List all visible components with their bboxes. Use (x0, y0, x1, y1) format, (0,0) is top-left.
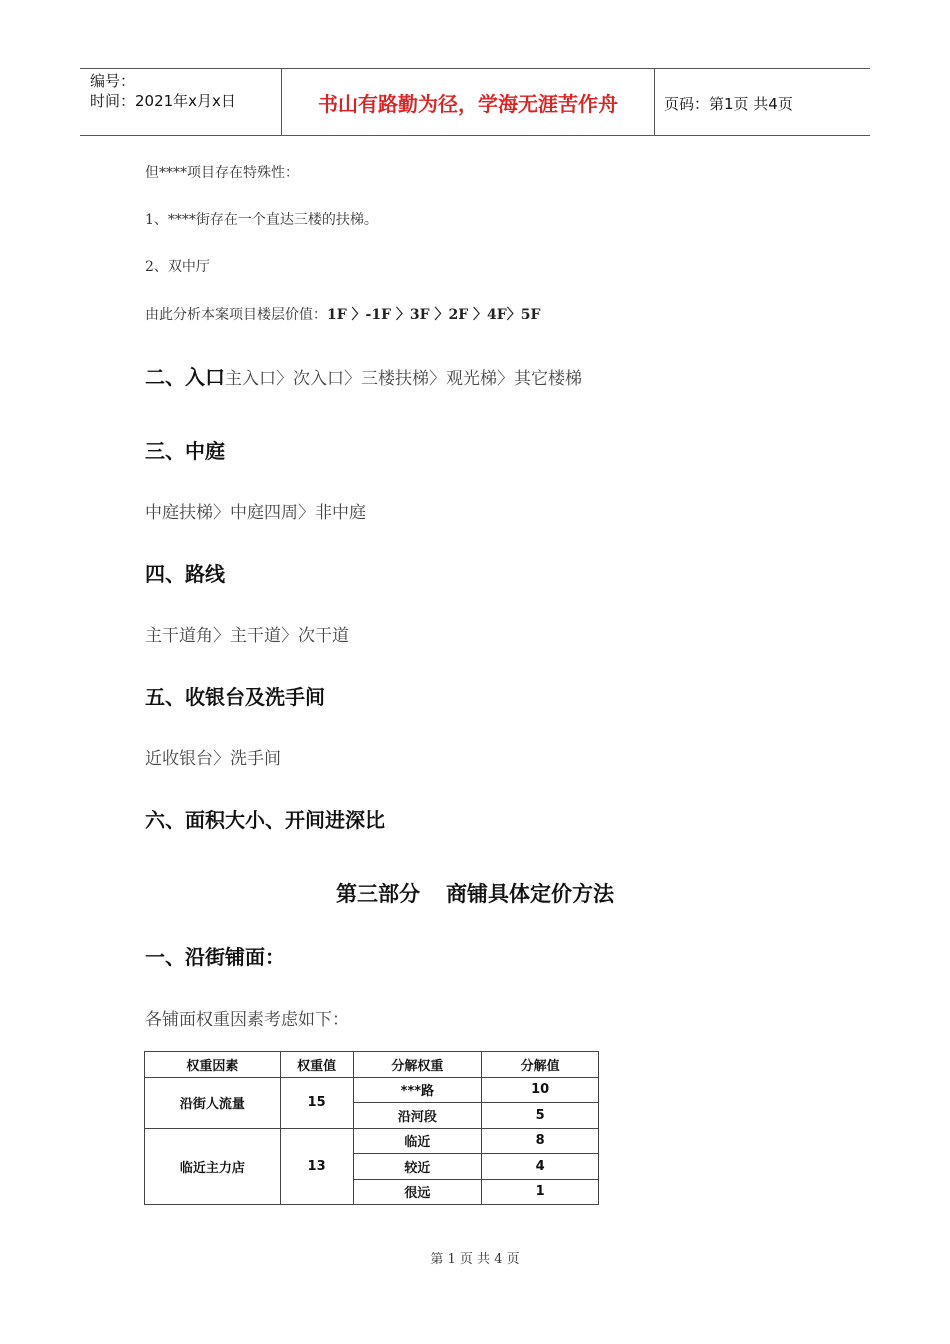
intro-line-4 (145, 304, 540, 324)
table-header-cell: 权重值 (280, 1052, 353, 1078)
part-3-title-b: 商铺具体定价方法 (446, 882, 614, 906)
table-header-cell: 分解权重 (353, 1052, 482, 1078)
header-time: 时间：2021年x月x日 (90, 92, 236, 110)
section-4-text: 主干道角〉主干道〉次干道 (145, 626, 349, 646)
table-row (145, 1128, 599, 1154)
sub-value-cell: 10 (482, 1077, 599, 1103)
intro-line-3: 2、双中厅 (145, 259, 210, 275)
header-page-number: 页码：第1页 共4页 (664, 95, 793, 113)
sub-factor-cell: 较近 (353, 1154, 482, 1180)
sub-value-cell: 1 (482, 1179, 599, 1205)
sub-value-cell: 8 (482, 1128, 599, 1154)
weight-cell: 13 (280, 1128, 353, 1205)
table-header-row (145, 1052, 599, 1078)
header-top-rule (80, 68, 870, 69)
header-bottom-rule (80, 135, 870, 136)
part-3-description: 各铺面权重因素考虑如下： (145, 1010, 349, 1030)
table-header-cell: 分解值 (482, 1052, 599, 1078)
section-3-text: 中庭扶梯〉中庭四周〉非中庭 (145, 503, 366, 523)
section-5-title: 五、收银台及洗手间 (145, 685, 325, 709)
section-3-title: 三、中庭 (145, 439, 225, 463)
table-header-cell: 权重因素 (145, 1052, 281, 1078)
sub-value-cell: 4 (482, 1154, 599, 1180)
weight-factor-table (144, 1051, 599, 1205)
section-4-title: 四、路线 (145, 562, 225, 586)
header-motto: 书山有路勤为径，学海无涯苦作舟 (318, 92, 618, 116)
sub-factor-cell: 很远 (353, 1179, 482, 1205)
intro-line-1: 但****项目存在特殊性： (145, 165, 299, 181)
section-2-heading (145, 361, 582, 390)
weight-cell: 15 (280, 1077, 353, 1128)
floor-value-prefix: 由此分析本案项目楼层价值： (145, 307, 327, 323)
sub-factor-cell: ***路 (353, 1077, 482, 1103)
part-3-title-a: 第三部分 (336, 882, 420, 906)
intro-line-2: 1、****街存在一个直达三楼的扶梯。 (145, 212, 378, 228)
header-meta (90, 71, 236, 111)
section-5-text: 近收银台〉洗手间 (145, 749, 281, 769)
sub-factor-cell: 临近 (353, 1128, 482, 1154)
sub-factor-cell: 沿河段 (353, 1103, 482, 1129)
section-2-title: 二、入口 (145, 365, 225, 389)
factor-cell: 临近主力店 (145, 1128, 281, 1205)
section-6-title: 六、面积大小、开间进深比 (145, 808, 385, 832)
header-divider-right (654, 68, 655, 136)
part-3-title (0, 878, 950, 908)
factor-cell: 沿街人流量 (145, 1077, 281, 1128)
sub-value-cell: 5 (482, 1103, 599, 1129)
floor-value-order: 1F 〉-1F 〉3F 〉2F 〉4F〉5F (327, 307, 541, 323)
section-2-text: 主入口〉次入口〉三楼扶梯〉观光梯〉其它楼梯 (225, 369, 582, 389)
table-row (145, 1077, 599, 1103)
part-3-subheading: 一、沿街铺面： (145, 945, 285, 969)
header-number: 编号： (90, 72, 136, 90)
page-footer: 第 1 页 共 4 页 (430, 1252, 520, 1267)
